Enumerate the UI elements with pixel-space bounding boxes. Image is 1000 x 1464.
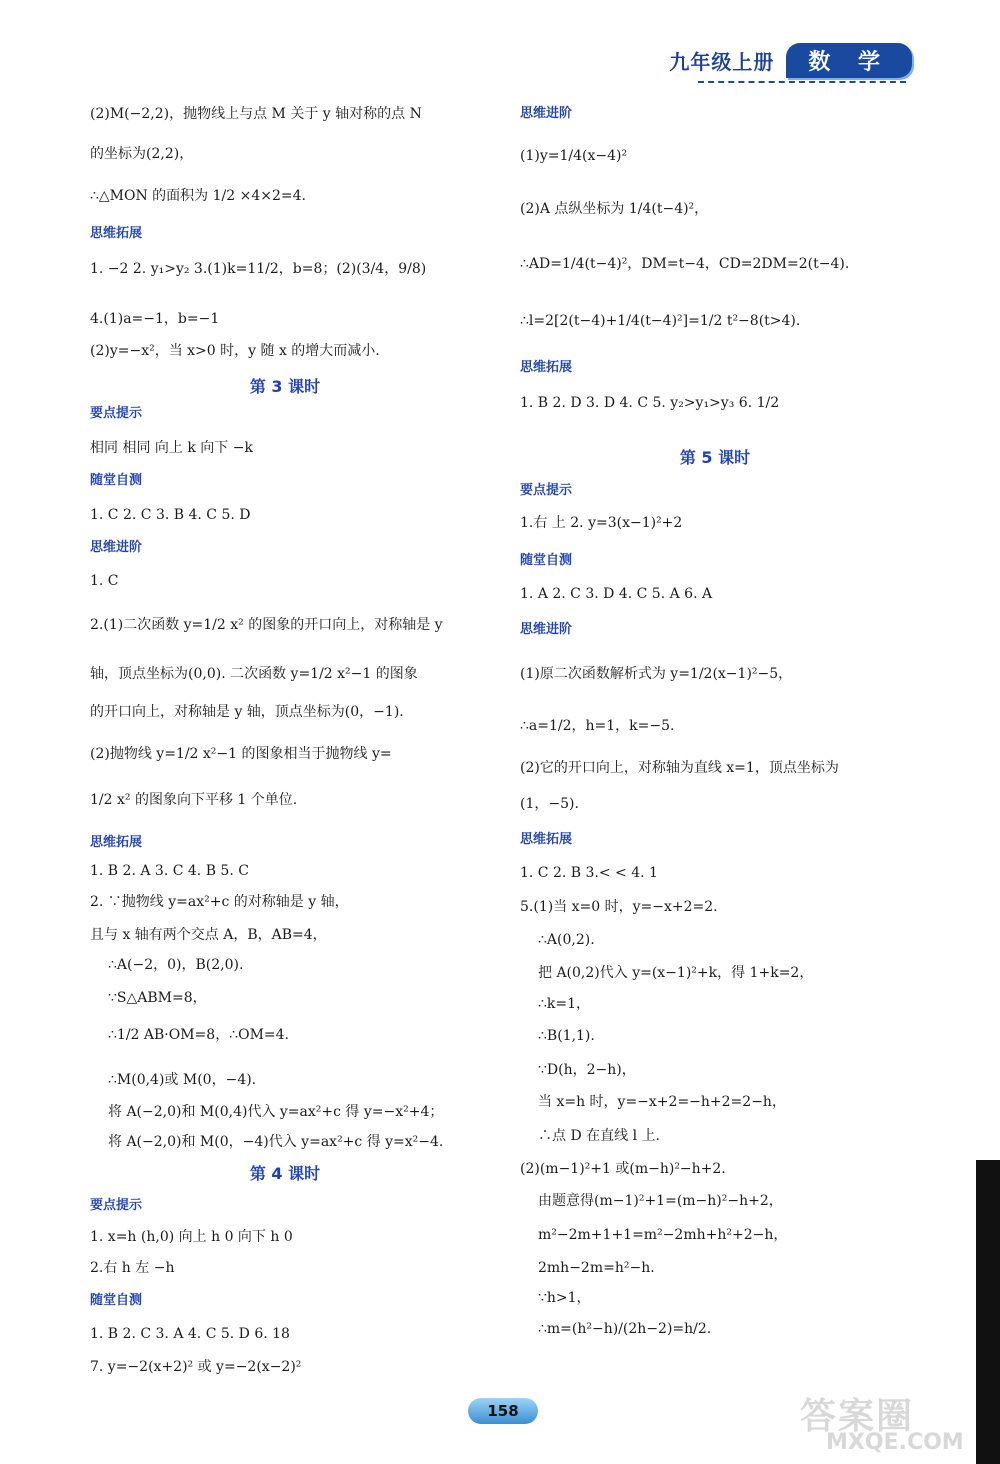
answer-line: ∵h>1， [538, 1290, 591, 1306]
answer-line: 轴，顶点坐标为(0,0). 二次函数 y=1/2 x²−1 的图象 [90, 666, 418, 682]
section-heading: 思维进阶 [520, 622, 573, 637]
answer-line: ∴A(−2，0)，B(2,0). [108, 957, 244, 973]
answer-line: 由题意得(m−1)²+1=(m−h)²−h+2， [538, 1193, 783, 1209]
answer-line: 的开口向上，对称轴是 y 轴，顶点坐标为(0，−1). [90, 704, 404, 720]
section-heading: 随堂自测 [90, 473, 143, 488]
answer-line: (2)M(−2,2)，抛物线上与点 M 关于 y 轴对称的点 N [90, 106, 422, 122]
answer-line: 4.(1)a=−1，b=−1 [90, 311, 220, 327]
page-header [669, 40, 912, 80]
answer-line: 1. x=h (h,0) 向上 h 0 向下 h 0 [90, 1229, 293, 1245]
header-rule [698, 81, 906, 83]
section-heading: 要点提示 [520, 483, 573, 498]
answer-line: 1. C [90, 573, 119, 589]
answer-line: 1. C 2. B 3.< < 4. 1 [520, 865, 658, 881]
answer-line: ∴M(0,4)或 M(0，−4). [108, 1072, 257, 1088]
section-heading: 随堂自测 [520, 553, 573, 568]
answer-line: (2)y=−x²，当 x>0 时，y 随 x 的增大而减小. [90, 343, 380, 359]
answer-line: 1/2 x² 的图象向下平移 1 个单位. [90, 792, 298, 808]
answer-line: 2.(1)二次函数 y=1/2 x² 的图象的开口向上，对称轴是 y [90, 617, 443, 633]
answer-line: 7. y=−2(x+2)² 或 y=−2(x−2)² [90, 1359, 302, 1375]
answer-line: 把 A(0,2)代入 y=(x−1)²+k，得 1+k=2， [538, 965, 814, 981]
section-heading: 思维进阶 [90, 540, 143, 555]
answer-line: ∴l=2[2(t−4)+1/4(t−4)²]=1/2 t²−8(t>4). [520, 313, 801, 329]
answer-line: ∴1/2 AB·OM=8，∴OM=4. [108, 1027, 289, 1043]
section-heading: 思维拓展 [90, 226, 143, 241]
answer-line: ∵D(h，2−h)， [538, 1062, 636, 1078]
answer-line: 1. C 2. C 3. B 4. C 5. D [90, 507, 251, 523]
section-heading: 要点提示 [90, 406, 143, 421]
answer-line: 的坐标为(2,2)， [90, 146, 194, 162]
answer-line: ∴k=1， [538, 996, 591, 1012]
answer-line: 1. B 2. D 3. D 4. C 5. y₂>y₁>y₃ 6. 1/2 [520, 395, 780, 411]
answer-line: (2)A 点纵坐标为 1/4(t−4)²， [520, 201, 709, 217]
answer-line: 将 A(−2,0)和 M(0，−4)代入 y=ax²+c 得 y=x²−4. [108, 1134, 444, 1150]
answer-line: ∴m=(h²−h)/(2h−2)=h/2. [538, 1321, 712, 1337]
answer-line: 1. A 2. C 3. D 4. C 5. A 6. A [520, 586, 713, 602]
lesson-title: 第 5 课时 [679, 448, 751, 467]
answer-line: (2)它的开口向上，对称轴为直线 x=1，顶点坐标为 [520, 760, 839, 776]
watermark-logo: 答案圈 [800, 1396, 915, 1437]
watermark-url: MXQE.COM [826, 1430, 964, 1455]
side-tab [976, 1160, 1000, 1464]
answer-line: m²−2m+1+1=m²−2mh+h²+2−h， [538, 1227, 788, 1243]
answer-line: 1. B 2. C 3. A 4. C 5. D 6. 18 [90, 1326, 290, 1342]
section-heading: 思维拓展 [520, 360, 573, 375]
section-heading: 思维拓展 [90, 835, 143, 850]
answer-line: 当 x=h 时，y=−x+2=−h+2=2−h， [538, 1094, 786, 1110]
section-heading: 思维进阶 [520, 106, 573, 121]
answer-line: 1. B 2. A 3. C 4. B 5. C [90, 863, 249, 879]
answer-line: 相同 相同 向上 k 向下 −k [90, 440, 253, 456]
answer-line: ∴a=1/2，h=1，k=−5. [520, 718, 675, 734]
answer-line: 将 A(−2,0)和 M(0,4)代入 y=ax²+c 得 y=−x²+4； [108, 1104, 444, 1120]
answer-line: ∴A(0,2). [538, 932, 595, 948]
answer-line: 2mh−2m=h²−h. [538, 1260, 655, 1276]
answer-line: ∴AD=1/4(t−4)²，DM=t−4，CD=2DM=2(t−4). [520, 256, 850, 272]
answer-line: 1.右 上 2. y=3(x−1)²+2 [520, 515, 683, 531]
section-heading: 思维拓展 [520, 832, 573, 847]
answer-line: ∴B(1,1). [538, 1028, 595, 1044]
answer-line: 2.右 h 左 −h [90, 1260, 175, 1276]
answer-line: 5.(1)当 x=0 时，y=−x+2=2. [520, 899, 718, 915]
section-heading: 随堂自测 [90, 1293, 143, 1308]
page-number: 158 [468, 1398, 538, 1424]
lesson-title: 第 4 课时 [249, 1164, 321, 1183]
answer-line: 2. ∵抛物线 y=ax²+c 的对称轴是 y 轴， [90, 894, 349, 910]
answer-line: 且与 x 轴有两个交点 A，B，AB=4， [90, 927, 327, 943]
answer-line: (1)原二次函数解析式为 y=1/2(x−1)²−5， [520, 666, 793, 682]
answer-line: ∴△MON 的面积为 1/2 ×4×2=4. [90, 188, 306, 204]
answer-line: 1. −2 2. y₁>y₂ 3.(1)k=11/2，b=8；(2)(3/4，9/8) [90, 261, 427, 277]
answer-line: (2)(m−1)²+1 或(m−h)²−h+2. [520, 1161, 726, 1177]
section-heading: 要点提示 [90, 1198, 143, 1213]
answer-line: (1)y=1/4(x−4)² [520, 148, 628, 164]
lesson-title: 第 3 课时 [249, 377, 321, 396]
answer-line: (2)抛物线 y=1/2 x²−1 的图象相当于抛物线 y= [90, 746, 392, 762]
answer-line: ∴点 D 在直线 l 上. [538, 1128, 660, 1144]
answer-line: (1，−5). [520, 796, 579, 812]
grade-label: 九年级上册 [669, 49, 775, 74]
answer-line: ∵S△ABM=8， [108, 990, 207, 1006]
subject-tab: 数 学 [786, 43, 912, 78]
